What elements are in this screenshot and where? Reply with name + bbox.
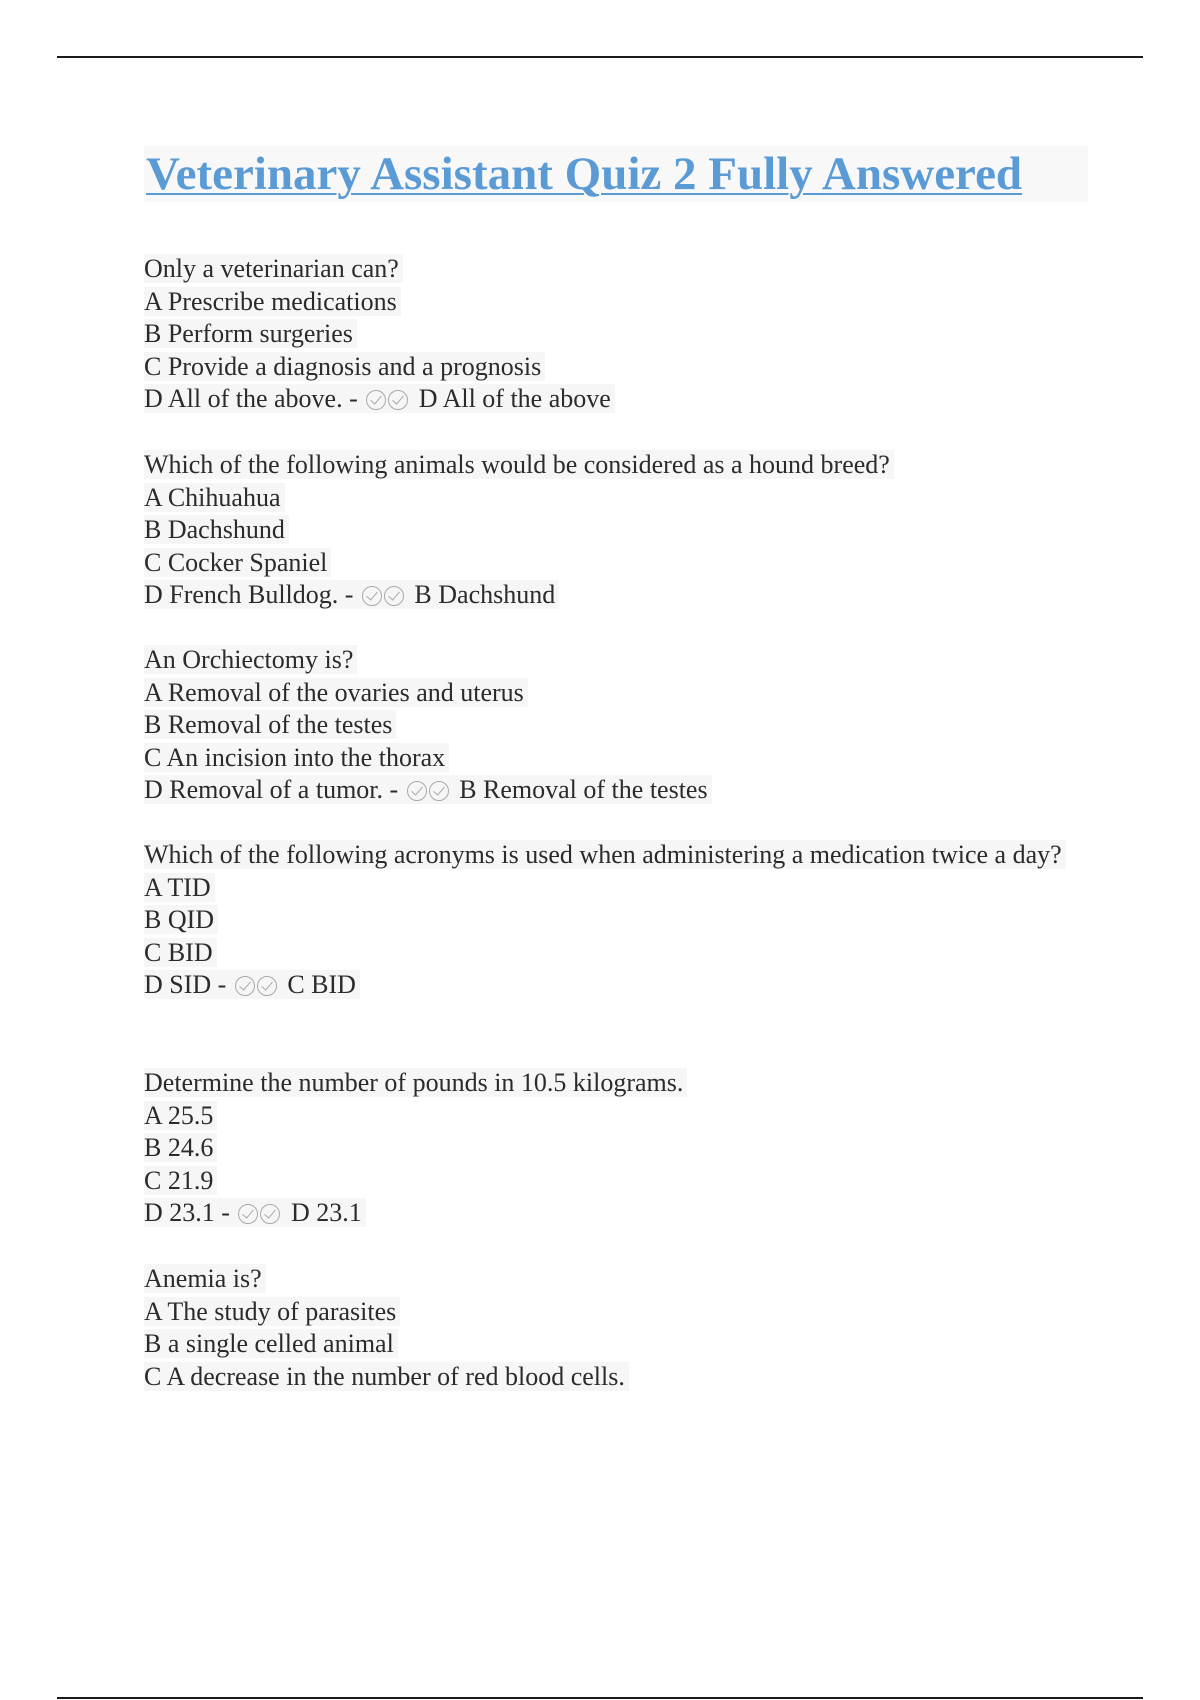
double-check-circle-icon xyxy=(235,972,279,1005)
option-b: B a single celled animal xyxy=(144,1328,1088,1361)
option-a: A TID xyxy=(144,872,1088,905)
option-a: A Removal of the ovaries and uterus xyxy=(144,677,1088,710)
answer-text: B Removal of the testes xyxy=(459,775,708,804)
question-block-4 xyxy=(144,839,1088,1002)
double-check-circle-icon xyxy=(407,777,451,810)
option-b: B Dachshund xyxy=(144,514,1088,547)
option-a: A Prescribe medications xyxy=(144,286,1088,319)
question-block-5 xyxy=(144,1067,1088,1230)
option-b: B Removal of the testes xyxy=(144,709,1088,742)
option-a: A 25.5 xyxy=(144,1100,1088,1133)
question-block-6 xyxy=(144,1263,1088,1393)
answer-text: D 23.1 xyxy=(290,1198,362,1227)
option-d-with-answer: D 23.1 - D 23.1 xyxy=(144,1197,1088,1230)
option-d-with-answer: D SID - C BID xyxy=(144,969,1088,1002)
option-c: C Cocker Spaniel xyxy=(144,547,1088,580)
question-text: An Orchiectomy is? xyxy=(144,644,1088,677)
question-text: Determine the number of pounds in 10.5 kilograms. xyxy=(144,1067,1088,1100)
question-block-3 xyxy=(144,644,1088,807)
option-b: B 24.6 xyxy=(144,1132,1088,1165)
option-a: A Chihuahua xyxy=(144,482,1088,515)
question-text: Only a veterinarian can? xyxy=(144,253,1088,286)
option-c: C BID xyxy=(144,937,1088,970)
answer-text: D All of the above xyxy=(418,384,611,413)
option-d-with-answer: D French Bulldog. - B Dachshund xyxy=(144,579,1088,612)
option-d-with-answer: D Removal of a tumor. - B Removal of the testes xyxy=(144,774,1088,807)
option-a: A The study of parasites xyxy=(144,1296,1088,1329)
question-block-1 xyxy=(144,253,1088,416)
option-c: C 21.9 xyxy=(144,1165,1088,1198)
question-block-2 xyxy=(144,449,1088,612)
double-check-circle-icon xyxy=(362,582,406,615)
question-text: Which of the following animals would be considered as a hound breed? xyxy=(144,449,1088,482)
title-block xyxy=(144,146,1088,202)
document-title: Veterinary Assistant Quiz 2 Fully Answered xyxy=(146,148,1023,200)
answer-text: B Dachshund xyxy=(414,580,556,609)
double-check-circle-icon xyxy=(238,1200,282,1233)
question-text: Anemia is? xyxy=(144,1263,1088,1296)
option-b: B Perform surgeries xyxy=(144,318,1088,351)
option-b: B QID xyxy=(144,904,1088,937)
option-d-with-answer: D All of the above. - D All of the above xyxy=(144,383,1088,416)
option-c: C Provide a diagnosis and a prognosis xyxy=(144,351,1088,384)
footer-rule xyxy=(57,1697,1143,1699)
option-c: C A decrease in the number of red blood cells. xyxy=(144,1361,1088,1394)
header-rule xyxy=(57,56,1143,58)
question-text: Which of the following acronyms is used when administering a medication twice a day? xyxy=(144,839,1088,872)
option-c: C An incision into the thorax xyxy=(144,742,1088,775)
answer-text: C BID xyxy=(287,970,356,999)
double-check-circle-icon xyxy=(366,386,410,419)
